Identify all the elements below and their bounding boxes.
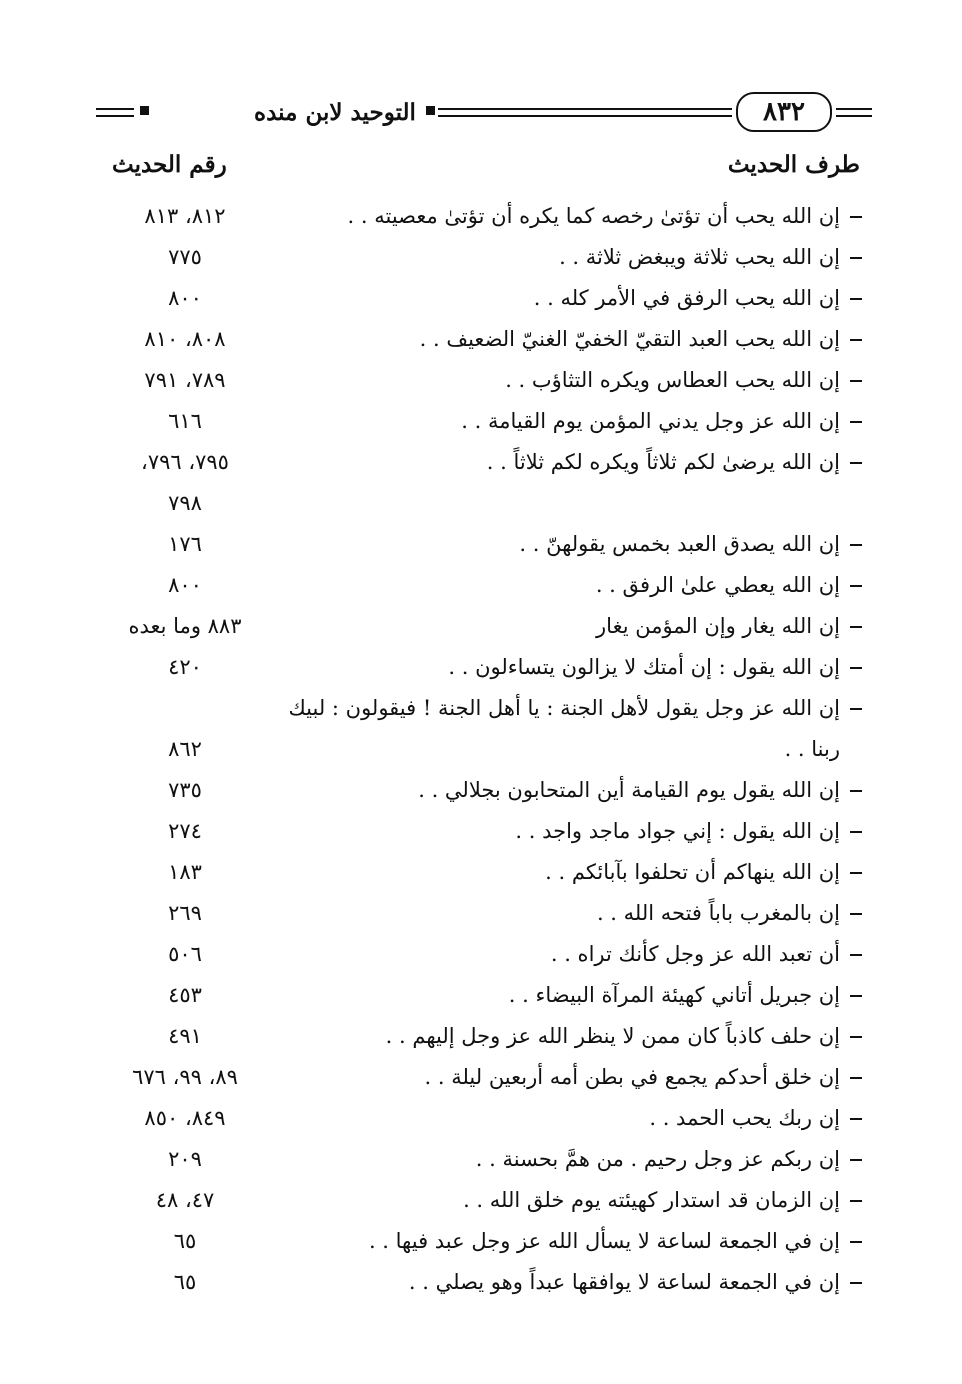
entry-dash	[850, 462, 862, 464]
hadith-number: ٢٧٤	[168, 819, 202, 843]
entry-dash	[850, 790, 862, 792]
entry-dash	[850, 544, 862, 546]
list-item	[0, 729, 962, 770]
hadith-text: إن الله يرضىٰ لكم ثلاثاً ويكره لكم ثلاثاً . .	[486, 450, 840, 474]
hadith-number: ٤٩١	[168, 1024, 202, 1048]
header-rule	[836, 108, 872, 117]
list-item	[0, 1057, 962, 1098]
hadith-number: ٦٥	[173, 1270, 197, 1294]
list-item	[0, 483, 962, 524]
hadith-number: ٨٤٩، ٨٥٠	[144, 1106, 226, 1130]
hadith-text: ربنا . .	[784, 737, 840, 761]
hadith-text: إن الله يقول : إني جواد ماجد واجد . .	[515, 819, 840, 843]
list-item	[0, 319, 962, 360]
hadith-text: أن تعبد الله عز وجل كأنك تراه . .	[550, 942, 840, 966]
hadith-text: إن الله يغار وإن المؤمن يغار	[596, 614, 840, 638]
entry-dash	[850, 1077, 862, 1079]
hadith-number: ٨٠٠	[168, 573, 202, 597]
hadith-number: ٦٥	[173, 1229, 197, 1253]
hadith-text: إن ربكم عز وجل رحيم . من همَّ بحسنة . .	[475, 1147, 840, 1171]
column-header-number: رقم الحديث	[112, 151, 227, 178]
hadith-text: إن الزمان قد استدار كهيئته يوم خلق الله . .	[463, 1188, 840, 1212]
list-item	[0, 934, 962, 975]
hadith-text: إن بالمغرب باباً فتحه الله . .	[596, 901, 840, 925]
list-item	[0, 688, 962, 729]
list-item	[0, 1221, 962, 1262]
column-header-hadith: طرف الحديث	[727, 151, 860, 178]
hadith-number: ٨٠٨، ٨١٠	[144, 327, 226, 351]
hadith-text: إن حلف كاذباً كان ممن لا ينظر الله عز وجل إليهم . .	[385, 1024, 840, 1048]
hadith-text: إن الله عز وجل يقول لأهل الجنة : يا أهل الجنة ! فيقولون : لبيك	[288, 696, 840, 720]
entry-dash	[850, 667, 862, 669]
list-item	[0, 893, 962, 934]
list-item	[0, 1262, 962, 1303]
hadith-text: إن الله يصدق العبد بخمس يقولهنّ . .	[519, 532, 840, 556]
hadith-text: إن في الجمعة لساعة لا يسأل الله عز وجل عبد فيها . .	[368, 1229, 840, 1253]
book-title: التوحيد لابن منده	[254, 99, 416, 126]
hadith-number: ٤٢٠	[168, 655, 202, 679]
entry-dash	[850, 298, 862, 300]
entry-dash	[850, 913, 862, 915]
page-number: ٨٣٢	[736, 92, 832, 132]
page-header	[96, 92, 872, 138]
entry-dash	[850, 1036, 862, 1038]
list-item	[0, 770, 962, 811]
entry-dash	[850, 339, 862, 341]
hadith-text: إن في الجمعة لساعة لا يوافقها عبداً وهو يصلي . .	[408, 1270, 840, 1294]
hadith-text: إن خلق أحدكم يجمع في بطن أمه أربعين ليلة . .	[424, 1065, 840, 1089]
hadith-text: إن الله يعطي علىٰ الرفق . .	[595, 573, 840, 597]
entry-dash	[850, 257, 862, 259]
hadith-text: إن جبريل أتاني كهيئة المرآة البيضاء . .	[508, 983, 840, 1007]
hadith-number	[80, 688, 290, 729]
entry-dash	[850, 708, 862, 710]
list-item	[0, 401, 962, 442]
hadith-number: ١٧٦	[168, 532, 202, 556]
list-item	[0, 237, 962, 278]
entry-dash	[850, 831, 862, 833]
hadith-text: إن الله يحب ثلاثة ويبغض ثلاثة . .	[559, 245, 840, 269]
entry-dash	[850, 1159, 862, 1161]
hadith-number: ٧٨٩، ٧٩١	[144, 368, 226, 392]
entry-dash	[850, 872, 862, 874]
hadith-number: ٤٧، ٤٨	[155, 1188, 215, 1212]
hadith-number: ٨٦٢	[168, 737, 202, 761]
entry-dash	[850, 585, 862, 587]
entry-dash	[850, 995, 862, 997]
list-item	[0, 606, 962, 647]
hadith-text: إن الله يحب العبد التقيّ الخفيّ الغنيّ الضعيف . .	[419, 327, 840, 351]
entry-dash	[850, 626, 862, 628]
hadith-number: ٧٣٥	[168, 778, 202, 802]
hadith-number: ٨١٢، ٨١٣	[144, 204, 226, 228]
list-item	[0, 811, 962, 852]
list-item	[0, 647, 962, 688]
entry-dash	[850, 380, 862, 382]
hadith-text: إن الله يحب العطاس ويكره التثاؤب . .	[505, 368, 840, 392]
hadith-text: إن الله يحب الرفق في الأمر كله . .	[533, 286, 840, 310]
square-ornament-icon	[426, 106, 435, 115]
hadith-number: ٢٦٩	[168, 901, 202, 925]
list-item	[0, 442, 962, 483]
entry-dash	[850, 954, 862, 956]
hadith-text: إن الله ينهاكم أن تحلفوا بآبائكم . .	[545, 860, 840, 884]
list-item	[0, 1139, 962, 1180]
header-rule	[96, 108, 134, 117]
list-item	[0, 975, 962, 1016]
hadith-number: ١٨٣	[168, 860, 202, 884]
list-item	[0, 1180, 962, 1221]
hadith-number: ٧٩٥، ٧٩٦،	[141, 450, 229, 474]
list-item	[0, 1098, 962, 1139]
list-item	[0, 196, 962, 237]
square-ornament-icon	[140, 106, 149, 115]
entry-dash	[850, 1282, 862, 1284]
entry-dash	[850, 1118, 862, 1120]
hadith-text: إن الله يقول : إن أمتك لا يزالون يتساءلون . .	[448, 655, 840, 679]
list-item	[0, 360, 962, 401]
entry-dash	[850, 1200, 862, 1202]
list-item	[0, 852, 962, 893]
hadith-number: ٧٧٥	[168, 245, 202, 269]
hadith-number: ٤٥٣	[168, 983, 202, 1007]
header-rule	[438, 108, 732, 117]
hadith-number: ٧٩٨	[168, 491, 202, 515]
hadith-number: ٢٠٩	[168, 1147, 202, 1171]
entry-dash	[850, 1241, 862, 1243]
hadith-text: إن الله يقول يوم القيامة أين المتحابون بجلالي . .	[418, 778, 840, 802]
hadith-number: ٦١٦	[168, 409, 202, 433]
list-item	[0, 565, 962, 606]
hadith-number: ٨٨٣ وما بعده	[128, 614, 242, 638]
hadith-text: إن الله يحب أن تؤتىٰ رخصه كما يكره أن تؤتىٰ معصيته . .	[347, 204, 840, 228]
list-item	[0, 278, 962, 319]
hadith-number: ٨٩، ٩٩، ٦٧٦	[132, 1065, 238, 1089]
list-item	[0, 1016, 962, 1057]
hadith-text: إن ربك يحب الحمد . .	[649, 1106, 840, 1130]
hadith-number: ٨٠٠	[168, 286, 202, 310]
list-item	[0, 524, 962, 565]
hadith-number: ٥٠٦	[168, 942, 202, 966]
hadith-text: إن الله عز وجل يدني المؤمن يوم القيامة . .	[461, 409, 840, 433]
entry-dash	[850, 216, 862, 218]
entry-dash	[850, 421, 862, 423]
